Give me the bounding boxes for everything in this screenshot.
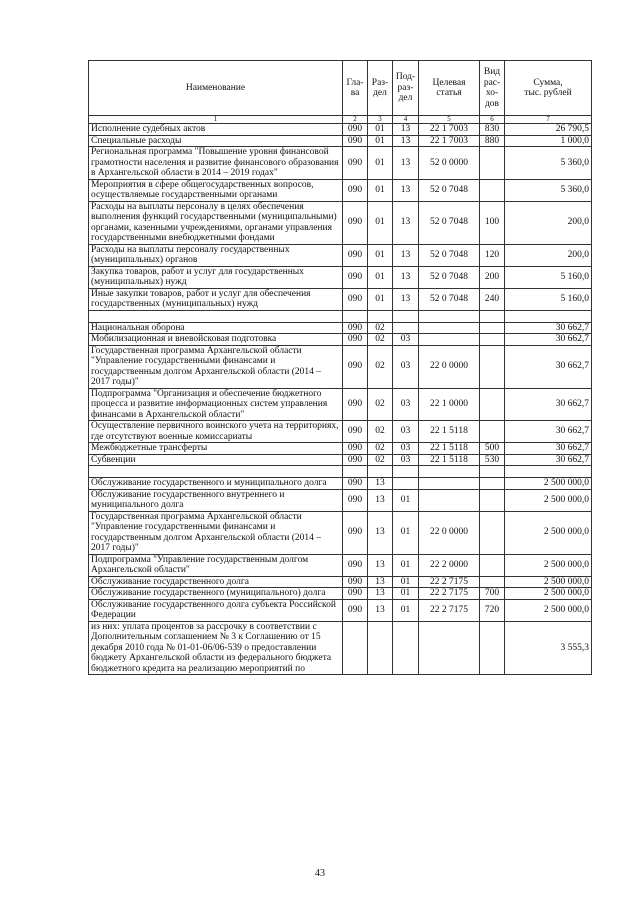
row-chapter: 090 — [343, 322, 368, 334]
row-subsection: 01 — [393, 554, 419, 576]
col-header-chapter: Гла- ва — [343, 61, 368, 116]
row-name: Субвенции — [89, 454, 343, 466]
row-chapter: 090 — [343, 478, 368, 490]
row-name: Иные закупки товаров, работ и услуг для обеспечения государственных (муниципальных) нужд — [89, 288, 343, 310]
row-subsection: 01 — [393, 489, 419, 511]
row-name: Обслуживание государственного внутреннего и муниципального долга — [89, 489, 343, 511]
row-chapter: 090 — [343, 588, 368, 600]
table-row — [89, 388, 592, 421]
row-subsection: 13 — [393, 179, 419, 201]
row-subsection: 13 — [393, 201, 419, 244]
row-sum: 2 500 000,0 — [505, 588, 592, 600]
table-row — [89, 454, 592, 466]
row-subsection: 03 — [393, 388, 419, 421]
row-chapter: 090 — [343, 421, 368, 443]
row-target: 22 2 7175 — [419, 588, 480, 600]
row-subsection: 13 — [393, 135, 419, 147]
row-section — [368, 621, 393, 675]
row-name: Исполнение судебных актов — [89, 124, 343, 136]
row-name: Государственная программа Архангельской области "Управление государственными финансами и государственным долгом Архангельской области (2014 – 2017 годы)" — [89, 511, 343, 554]
row-subsection: 03 — [393, 443, 419, 455]
row-subsection: 13 — [393, 124, 419, 136]
row-kind — [480, 147, 505, 180]
page-number: 43 — [315, 868, 325, 879]
spacer-row — [89, 310, 592, 322]
row-name: Обслуживание государственного долга — [89, 576, 343, 588]
table-row — [89, 266, 592, 288]
row-kind — [480, 554, 505, 576]
row-target: 22 1 5118 — [419, 443, 480, 455]
row-sum: 5 360,0 — [505, 179, 592, 201]
row-chapter — [343, 621, 368, 675]
row-section: 01 — [368, 266, 393, 288]
row-section — [368, 310, 393, 322]
row-target — [419, 489, 480, 511]
row-section: 13 — [368, 478, 393, 490]
col-header-name: Наименование — [89, 61, 343, 116]
row-subsection: 13 — [393, 266, 419, 288]
row-sum: 2 500 000,0 — [505, 576, 592, 588]
row-section: 02 — [368, 388, 393, 421]
table-body — [89, 124, 592, 675]
row-sum: 5 160,0 — [505, 288, 592, 310]
row-target: 22 2 0000 — [419, 554, 480, 576]
row-sum: 2 500 000,0 — [505, 511, 592, 554]
row-section: 01 — [368, 244, 393, 266]
row-subsection: 01 — [393, 588, 419, 600]
row-sum: 2 500 000,0 — [505, 478, 592, 490]
table-row — [89, 124, 592, 136]
row-sum — [505, 310, 592, 322]
row-section: 13 — [368, 554, 393, 576]
row-chapter: 090 — [343, 443, 368, 455]
row-kind — [480, 179, 505, 201]
row-chapter: 090 — [343, 345, 368, 388]
row-kind — [480, 478, 505, 490]
row-subsection — [393, 466, 419, 478]
table-row — [89, 244, 592, 266]
row-chapter: 090 — [343, 288, 368, 310]
row-target: 22 2 7175 — [419, 576, 480, 588]
row-kind — [480, 576, 505, 588]
row-name: Мобилизационная и вневойсковая подготовка — [89, 334, 343, 346]
row-subsection: 01 — [393, 576, 419, 588]
row-chapter: 090 — [343, 576, 368, 588]
row-name: Подпрограмма "Управление государственным долгом Архангельской области" — [89, 554, 343, 576]
row-kind — [480, 345, 505, 388]
row-chapter: 090 — [343, 201, 368, 244]
row-kind: 120 — [480, 244, 505, 266]
row-section: 02 — [368, 421, 393, 443]
row-name: Расходы на выплаты персоналу в целях обеспечения выполнения функций государственными (муниципальными) органами, казенными учреждениями, органами управления государственными внебюджетными фондами — [89, 201, 343, 244]
row-sum: 30 662,7 — [505, 334, 592, 346]
row-subsection: 01 — [393, 599, 419, 621]
row-section: 13 — [368, 576, 393, 588]
table-row — [89, 599, 592, 621]
row-chapter: 090 — [343, 266, 368, 288]
row-sum: 30 662,7 — [505, 388, 592, 421]
row-name: Государственная программа Архангельской области "Управление государственными финансами и государственным долгом Архангельской области (2014 – 2017 годы)" — [89, 345, 343, 388]
row-target: 22 0 0000 — [419, 345, 480, 388]
row-section: 01 — [368, 179, 393, 201]
row-name: Подпрограмма "Организация и обеспечение бюджетного процесса и развитие информационных систем управления финансами в Архангельской области" — [89, 388, 343, 421]
row-name: Региональная программа "Повышение уровня финансовой грамотности населения и развитие финансового образования в Архангельской области в 2014 – 2019 годах" — [89, 147, 343, 180]
col-header-kind: Вид рас- хо- дов — [480, 61, 505, 116]
column-number: 1 — [89, 116, 343, 124]
table-row — [89, 322, 592, 334]
row-section: 01 — [368, 124, 393, 136]
table-row — [89, 554, 592, 576]
row-kind: 530 — [480, 454, 505, 466]
row-chapter — [343, 466, 368, 478]
row-name: Обслуживание государственного и муниципального долга — [89, 478, 343, 490]
row-subsection: 03 — [393, 334, 419, 346]
row-target: 52 0 7048 — [419, 288, 480, 310]
row-subsection: 13 — [393, 244, 419, 266]
column-number: 4 — [393, 116, 419, 124]
col-header-target: Целевая статья — [419, 61, 480, 116]
row-chapter: 090 — [343, 334, 368, 346]
table-row — [89, 511, 592, 554]
row-sum: 5 160,0 — [505, 266, 592, 288]
row-chapter: 090 — [343, 147, 368, 180]
row-name: Обслуживание государственного долга субъекта Российской Федерации — [89, 599, 343, 621]
row-sum: 30 662,7 — [505, 345, 592, 388]
row-subsection: 01 — [393, 511, 419, 554]
row-sum: 3 555,3 — [505, 621, 592, 675]
row-section: 02 — [368, 345, 393, 388]
col-header-subsection: Под- раз- дел — [393, 61, 419, 116]
row-target: 52 0 7048 — [419, 266, 480, 288]
row-sum: 5 360,0 — [505, 147, 592, 180]
row-target — [419, 310, 480, 322]
row-section: 02 — [368, 443, 393, 455]
col-header-sum: Сумма, тыс. рублей — [505, 61, 592, 116]
row-section: 13 — [368, 489, 393, 511]
column-number: 7 — [505, 116, 592, 124]
row-chapter: 090 — [343, 124, 368, 136]
row-section: 02 — [368, 334, 393, 346]
budget-table — [88, 60, 592, 675]
column-number: 2 — [343, 116, 368, 124]
row-section: 13 — [368, 511, 393, 554]
row-target: 22 2 7175 — [419, 599, 480, 621]
row-sum: 30 662,7 — [505, 454, 592, 466]
table-row — [89, 443, 592, 455]
row-kind — [480, 322, 505, 334]
row-kind — [480, 334, 505, 346]
row-chapter — [343, 310, 368, 322]
table-row — [89, 179, 592, 201]
table-row — [89, 334, 592, 346]
table-row — [89, 588, 592, 600]
table-row — [89, 489, 592, 511]
row-subsection: 03 — [393, 421, 419, 443]
spacer-row — [89, 466, 592, 478]
row-sum: 200,0 — [505, 201, 592, 244]
row-kind: 200 — [480, 266, 505, 288]
column-number: 3 — [368, 116, 393, 124]
row-target — [419, 334, 480, 346]
row-target — [419, 322, 480, 334]
table-row — [89, 421, 592, 443]
row-chapter: 090 — [343, 179, 368, 201]
row-section: 01 — [368, 288, 393, 310]
row-name: Осуществление первичного воинского учета на территориях, где отсутствуют военные комиссариаты — [89, 421, 343, 443]
row-name — [89, 310, 343, 322]
row-target: 22 1 5118 — [419, 454, 480, 466]
row-sum — [505, 466, 592, 478]
row-kind — [480, 466, 505, 478]
row-chapter: 090 — [343, 554, 368, 576]
row-kind — [480, 421, 505, 443]
row-name: Национальная оборона — [89, 322, 343, 334]
row-chapter: 090 — [343, 511, 368, 554]
row-name: из них: уплата процентов за рассрочку в соответствии с Дополнительным соглашением № 3 к Соглашению от 15 декабря 2010 года № 01-01-06/06-539 о предоставлении бюджету Архангельской области из федерального бюджета бюджетного кредита на реализацию мероприятий по — [89, 621, 343, 675]
row-kind — [480, 621, 505, 675]
row-section — [368, 466, 393, 478]
row-kind: 830 — [480, 124, 505, 136]
column-number: 5 — [419, 116, 480, 124]
row-subsection — [393, 621, 419, 675]
table-row — [89, 135, 592, 147]
row-section: 02 — [368, 322, 393, 334]
table-row — [89, 576, 592, 588]
row-name: Мероприятия в сфере общегосударственных вопросов, осуществляемые государственными органами — [89, 179, 343, 201]
row-target: 22 1 0000 — [419, 388, 480, 421]
row-name: Межбюджетные трансферты — [89, 443, 343, 455]
row-subsection: 03 — [393, 454, 419, 466]
row-name: Расходы на выплаты персоналу государственных (муниципальных) органов — [89, 244, 343, 266]
row-subsection — [393, 478, 419, 490]
row-section: 13 — [368, 599, 393, 621]
row-section: 01 — [368, 147, 393, 180]
row-section: 02 — [368, 454, 393, 466]
row-target — [419, 466, 480, 478]
row-sum: 200,0 — [505, 244, 592, 266]
row-subsection: 13 — [393, 147, 419, 180]
row-chapter: 090 — [343, 388, 368, 421]
row-section: 01 — [368, 201, 393, 244]
row-chapter: 090 — [343, 489, 368, 511]
row-target: 52 0 7048 — [419, 244, 480, 266]
row-kind: 240 — [480, 288, 505, 310]
row-kind: 880 — [480, 135, 505, 147]
row-name: Закупка товаров, работ и услуг для государственных (муниципальных) нужд — [89, 266, 343, 288]
table-row — [89, 147, 592, 180]
row-kind: 500 — [480, 443, 505, 455]
row-kind — [480, 511, 505, 554]
row-subsection: 13 — [393, 288, 419, 310]
row-kind — [480, 388, 505, 421]
row-name: Обслуживание государственного (муниципального) долга — [89, 588, 343, 600]
row-sum: 2 500 000,0 — [505, 599, 592, 621]
row-section: 13 — [368, 588, 393, 600]
row-target: 22 1 7003 — [419, 124, 480, 136]
row-sum: 30 662,7 — [505, 443, 592, 455]
row-target: 52 0 7048 — [419, 179, 480, 201]
row-target: 22 0 0000 — [419, 511, 480, 554]
row-subsection: 03 — [393, 345, 419, 388]
row-sum: 2 500 000,0 — [505, 489, 592, 511]
row-kind — [480, 310, 505, 322]
row-target: 52 0 7048 — [419, 201, 480, 244]
header-row — [89, 61, 592, 116]
table-row — [89, 288, 592, 310]
row-kind: 700 — [480, 588, 505, 600]
row-kind: 720 — [480, 599, 505, 621]
row-kind — [480, 489, 505, 511]
row-target: 22 1 7003 — [419, 135, 480, 147]
row-sum: 26 790,5 — [505, 124, 592, 136]
row-target — [419, 621, 480, 675]
row-target: 52 0 0000 — [419, 147, 480, 180]
row-sum: 1 000,0 — [505, 135, 592, 147]
col-header-section: Раз- дел — [368, 61, 393, 116]
row-subsection — [393, 322, 419, 334]
row-section: 01 — [368, 135, 393, 147]
table-row — [89, 478, 592, 490]
row-sum: 2 500 000,0 — [505, 554, 592, 576]
row-target — [419, 478, 480, 490]
row-name: Специальные расходы — [89, 135, 343, 147]
row-sum: 30 662,7 — [505, 421, 592, 443]
column-number-row — [89, 116, 592, 124]
row-sum: 30 662,7 — [505, 322, 592, 334]
row-chapter: 090 — [343, 454, 368, 466]
row-target: 22 1 5118 — [419, 421, 480, 443]
table-row — [89, 345, 592, 388]
table-row — [89, 621, 592, 675]
table-row — [89, 201, 592, 244]
column-number: 6 — [480, 116, 505, 124]
row-chapter: 090 — [343, 599, 368, 621]
row-chapter: 090 — [343, 244, 368, 266]
row-chapter: 090 — [343, 135, 368, 147]
row-kind: 100 — [480, 201, 505, 244]
row-subsection — [393, 310, 419, 322]
row-name — [89, 466, 343, 478]
